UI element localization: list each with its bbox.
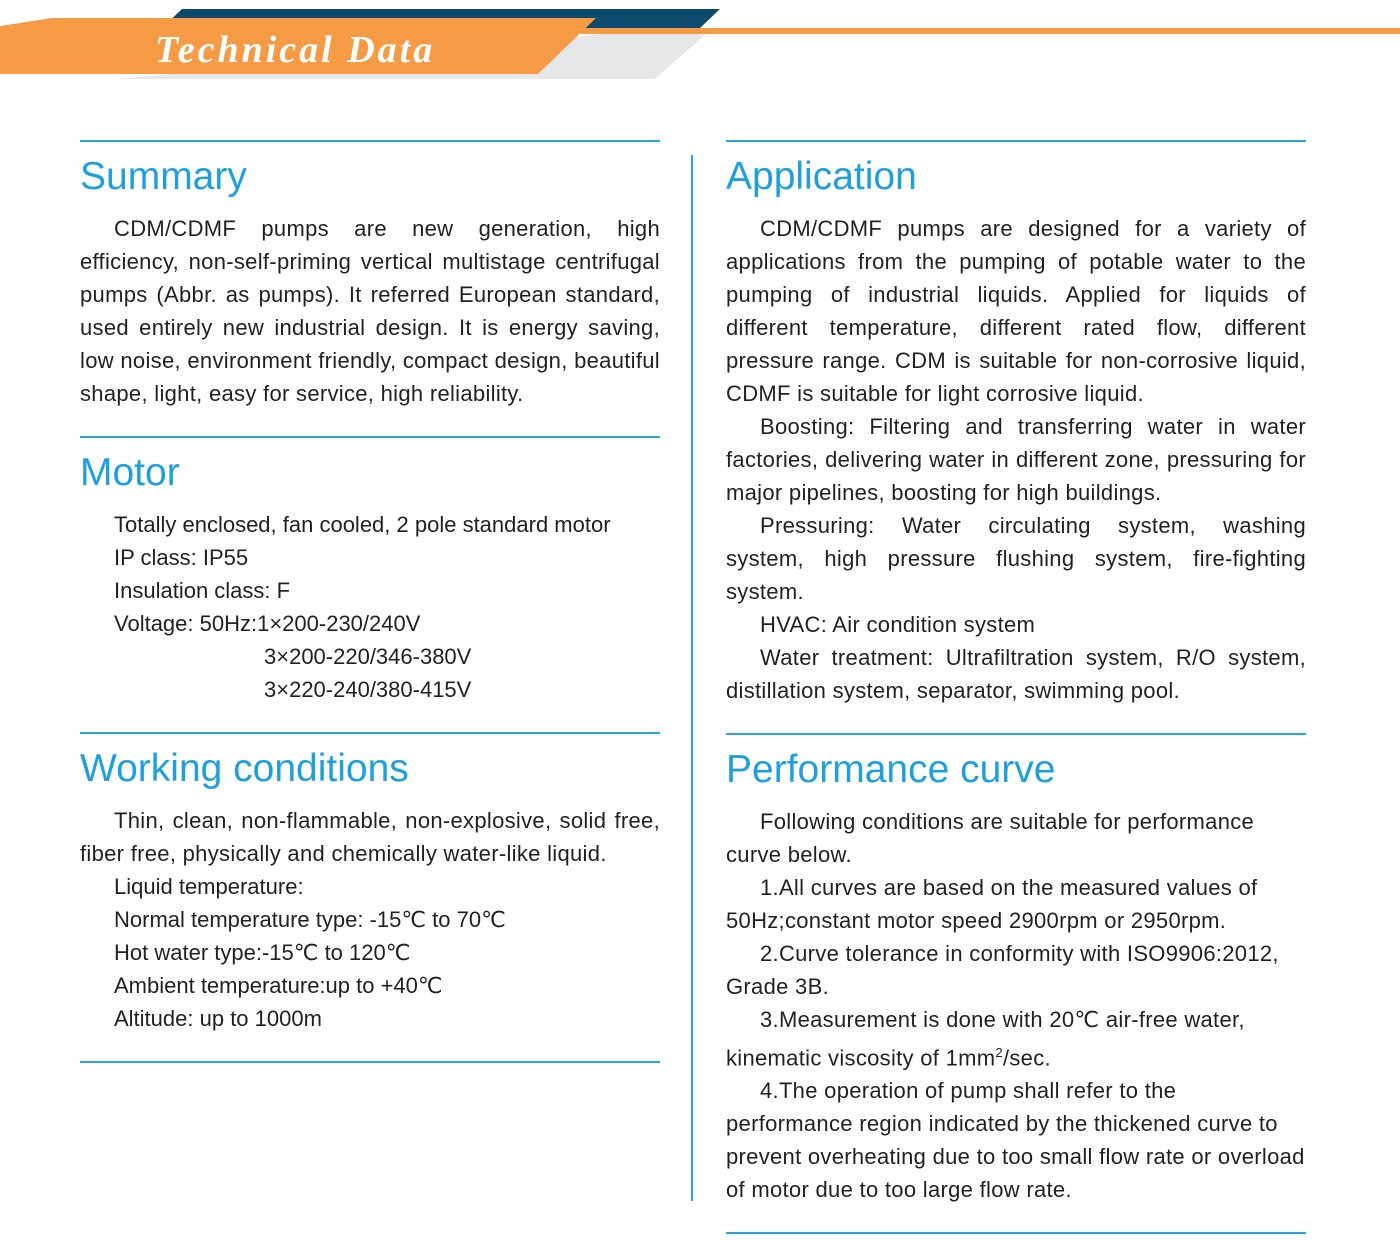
working-conditions-line: Liquid temperature: — [114, 874, 304, 899]
summary-heading: Summary — [80, 155, 247, 198]
header-banner — [0, 0, 1400, 90]
application-paragraph: Water treatment: Ultrafiltration system, R/O system, distillation system, separator, swimming pool. — [726, 645, 1306, 703]
application-paragraph: Boosting: Filtering and transferring water in water factories, delivering water in different zone, pressuring for major pipelines, boosting for high buildings. — [726, 414, 1306, 505]
application-section — [726, 140, 1306, 707]
page-title: Technical Data — [155, 29, 436, 71]
working-conditions-line: Ambient temperature:up to +40℃ — [114, 973, 443, 998]
working-conditions-line: Normal temperature type: -15℃ to 70℃ — [114, 907, 506, 932]
performance-curve-section — [726, 733, 1306, 1206]
column-divider — [691, 155, 693, 1201]
working-conditions-line: Altitude: up to 1000m — [114, 1006, 322, 1031]
performance-item: 2.Curve tolerance in conformity with ISO9906:2012, Grade 3B. — [726, 941, 1279, 999]
motor-line: Voltage: 50Hz:1×200-230/240V — [114, 611, 421, 636]
performance-curve-heading: Performance curve — [726, 748, 1056, 791]
performance-item-text: 3.Measurement is done with 20℃ air-free water, kinematic viscosity of 1mm — [726, 1007, 1245, 1071]
section-end-rule — [726, 1232, 1306, 1234]
motor-line: Totally enclosed, fan cooled, 2 pole standard motor — [114, 512, 611, 537]
performance-item-text: /sec. — [1002, 1045, 1051, 1071]
performance-item: 4.The operation of pump shall refer to the performance region indicated by the thickened curve to prevent overheating due to too small flow rate or overload of motor due to too large flow rate. — [726, 1078, 1305, 1203]
summary-text: CDM/CDMF pumps are new generation, high efficiency, non-self-priming vertical multistage centrifugal pumps (Abbr. as pumps). It referred European standard, used entirely new industrial design. It is energy saving, low noise, environment friendly, compact design, beautiful shape, light, easy for service, high reliability. — [80, 216, 660, 406]
left-column — [80, 140, 660, 1063]
application-paragraph: CDM/CDMF pumps are designed for a variety of applications from the pumping of potable water to the pumping of industrial liquids. Applied for liquids of different temperature, different rated flow, different pressure range. CDM is suitable for non-corrosive liquid, CDMF is suitable for light corrosive liquid. — [726, 216, 1306, 406]
motor-line: 3×200-220/346-380V — [264, 644, 472, 669]
application-heading: Application — [726, 155, 917, 198]
banner-orange-line — [580, 28, 1400, 34]
working-conditions-section — [80, 732, 660, 1035]
performance-item — [726, 1003, 1306, 1074]
summary-section — [80, 140, 660, 410]
working-conditions-heading: Working conditions — [80, 747, 409, 790]
working-conditions-text: Thin, clean, non-flammable, non-explosive, solid free, fiber free, physically and chemically water-like liquid. — [80, 808, 660, 866]
performance-item: 1.All curves are based on the measured values of 50Hz;constant motor speed 2900rpm or 2950rpm. — [726, 875, 1258, 933]
application-paragraph: HVAC: Air condition system — [760, 612, 1036, 637]
application-paragraph: Pressuring: Water circulating system, washing system, high pressure flushing system, fire-fighting system. — [726, 513, 1306, 604]
section-end-rule — [80, 1061, 660, 1063]
performance-intro: Following conditions are suitable for performance curve below. — [726, 809, 1255, 867]
right-column — [726, 140, 1306, 1234]
motor-section — [80, 436, 660, 706]
motor-line: Insulation class: F — [114, 578, 291, 603]
superscript: 2 — [995, 1045, 1003, 1060]
motor-line: 3×220-240/380-415V — [264, 677, 472, 702]
working-conditions-line: Hot water type:-15℃ to 120℃ — [114, 940, 411, 965]
motor-line: IP class: IP55 — [114, 545, 249, 570]
motor-heading: Motor — [80, 451, 180, 494]
